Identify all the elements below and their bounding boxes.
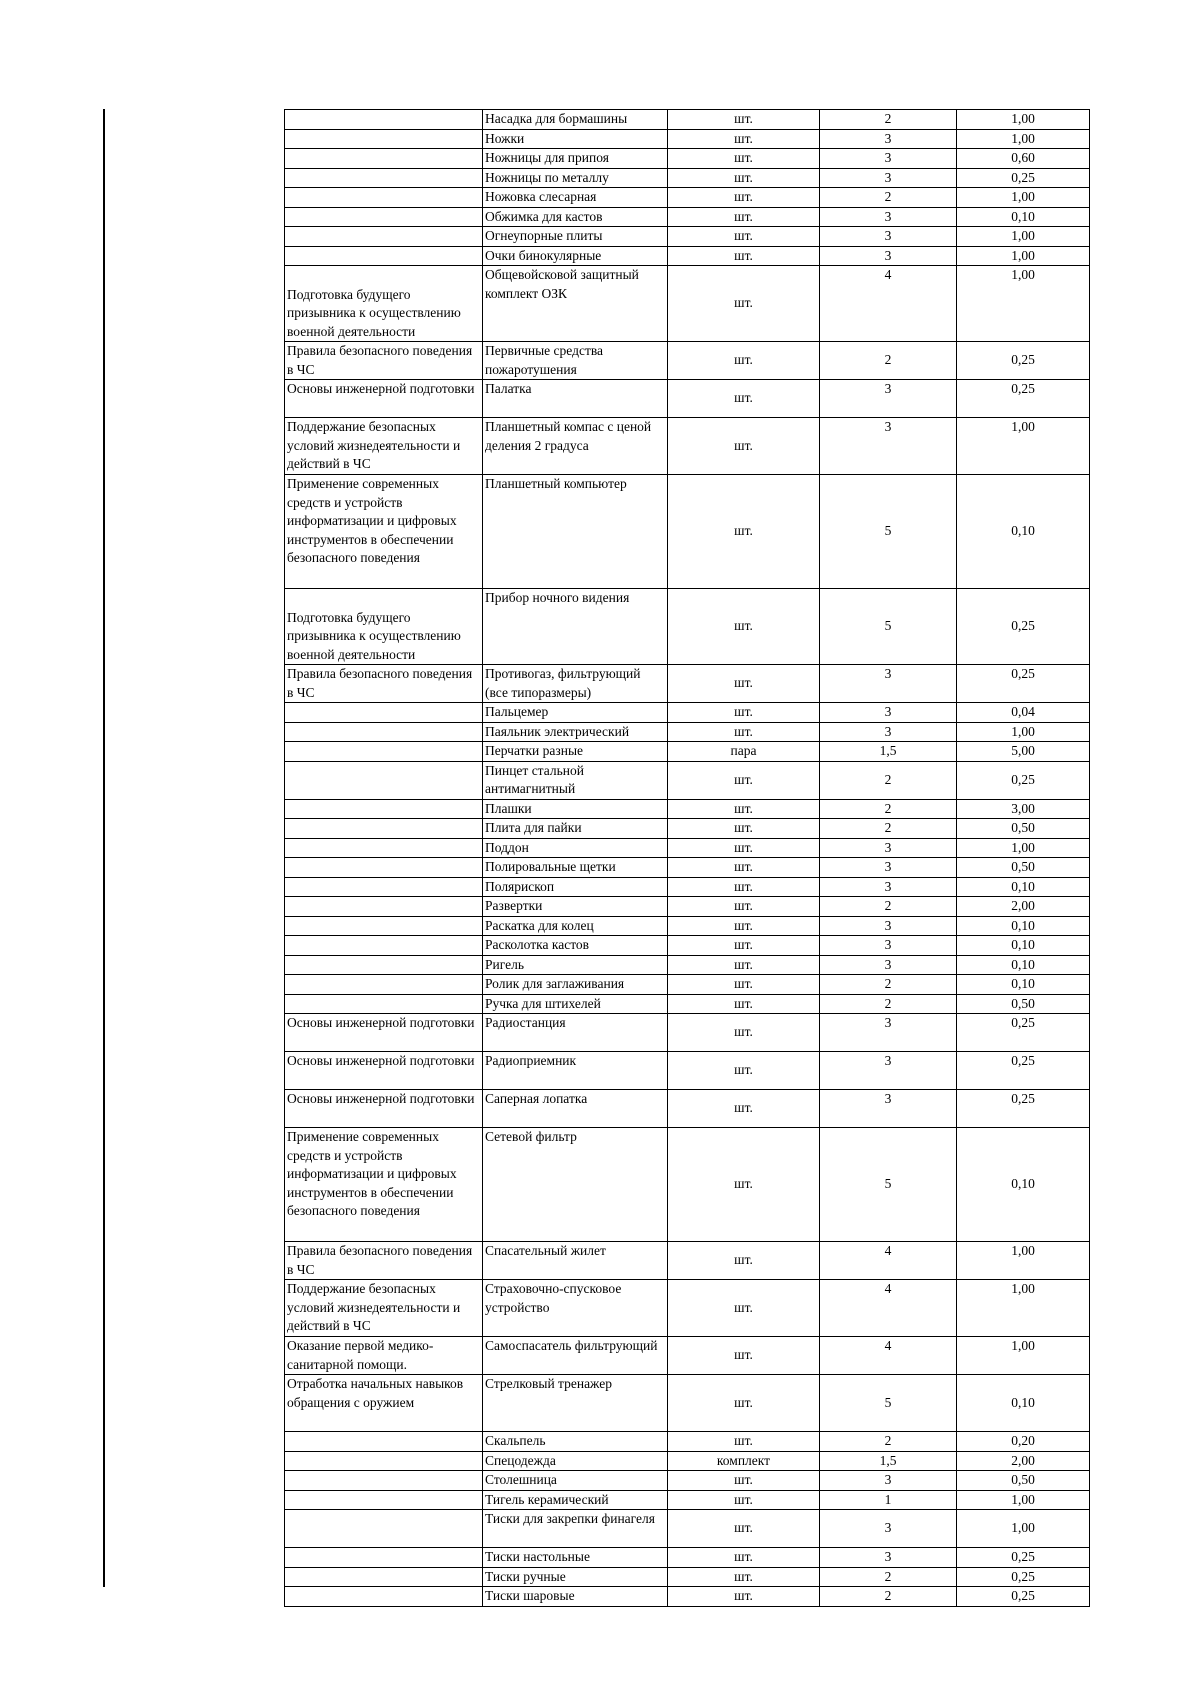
row-section-cell: Отработка начальных навыков обращения с оружием [285,1375,483,1432]
row-coefficient-cell: 0,50 [957,1471,1090,1491]
row-coefficient-cell: 1,00 [957,722,1090,742]
row-unit-cell: шт. [668,110,820,130]
row-section-cell: Основы инженерной подготовки [285,1014,483,1052]
table-row [285,1548,1090,1568]
row-coefficient-cell: 1,00 [957,418,1090,475]
table-row [285,1471,1090,1491]
table-row [285,188,1090,208]
row-quantity-cell: 1,5 [820,742,957,762]
row-quantity-cell: 2 [820,897,957,917]
row-unit-cell: шт. [668,1242,820,1280]
table-row [285,1490,1090,1510]
row-quantity-cell: 3 [820,858,957,878]
row-coefficient-cell: 0,50 [957,994,1090,1014]
row-quantity-cell: 5 [820,475,957,589]
row-unit-cell: шт. [668,207,820,227]
row-section-cell [285,1490,483,1510]
table-row [285,1242,1090,1280]
row-unit-cell: шт. [668,168,820,188]
row-item-name-cell: Спасательный жилет [483,1242,668,1280]
row-unit-cell: шт. [668,1548,820,1568]
row-section-cell [285,858,483,878]
row-item-name-cell: Тигель керамический [483,1490,668,1510]
row-section-cell [285,975,483,995]
row-coefficient-cell: 1,00 [957,266,1090,342]
row-item-name-cell: Пальцемер [483,703,668,723]
row-quantity-cell: 4 [820,1242,957,1280]
row-section-cell: Основы инженерной подготовки [285,380,483,418]
row-coefficient-cell: 1,00 [957,188,1090,208]
row-quantity-cell: 2 [820,761,957,799]
row-item-name-cell: Тиски шаровые [483,1587,668,1607]
row-section-cell [285,110,483,130]
table-row [285,589,1090,665]
row-item-name-cell: Планшетный компьютер [483,475,668,589]
table-row [285,1090,1090,1128]
row-coefficient-cell: 1,00 [957,1337,1090,1375]
row-quantity-cell: 2 [820,1432,957,1452]
row-quantity-cell: 3 [820,955,957,975]
row-unit-cell: шт. [668,1337,820,1375]
row-item-name-cell: Пинцет стальной антимагнитный [483,761,668,799]
row-section-cell [285,1510,483,1548]
row-item-name-cell: Скальпель [483,1432,668,1452]
table-row [285,246,1090,266]
row-coefficient-cell: 0,10 [957,936,1090,956]
table-row [285,1280,1090,1337]
row-quantity-cell: 3 [820,703,957,723]
row-item-name-cell: Ролик для заглаживания [483,975,668,995]
table-row [285,266,1090,342]
row-unit-cell: шт. [668,266,820,342]
table-row [285,761,1090,799]
table-row [285,1587,1090,1607]
table-row [285,665,1090,703]
table-row [285,936,1090,956]
row-quantity-cell: 3 [820,1090,957,1128]
row-unit-cell: шт. [668,475,820,589]
row-item-name-cell: Ригель [483,955,668,975]
row-section-cell [285,936,483,956]
row-item-name-cell: Противогаз, фильтрующий (все типоразмеры) [483,665,668,703]
row-item-name-cell: Радиоприемник [483,1052,668,1090]
table-row [285,1337,1090,1375]
table-row [285,207,1090,227]
table-row [285,819,1090,839]
row-item-name-cell: Перчатки разные [483,742,668,762]
table-row [285,110,1090,130]
row-coefficient-cell: 2,00 [957,897,1090,917]
row-item-name-cell: Радиостанция [483,1014,668,1052]
table-row [285,799,1090,819]
row-item-name-cell: Поддон [483,838,668,858]
row-coefficient-cell: 1,00 [957,1242,1090,1280]
row-unit-cell: шт. [668,418,820,475]
row-section-cell [285,761,483,799]
row-coefficient-cell: 1,00 [957,110,1090,130]
table-row [285,168,1090,188]
table-row [285,342,1090,380]
row-coefficient-cell: 0,50 [957,819,1090,839]
row-section-cell [285,1567,483,1587]
row-coefficient-cell: 0,25 [957,1014,1090,1052]
row-unit-cell: шт. [668,799,820,819]
row-item-name-cell: Страховочно-спусковое устройство [483,1280,668,1337]
row-coefficient-cell: 0,10 [957,475,1090,589]
table-row [285,858,1090,878]
row-section-cell: Применение современных средств и устройств информатизации и цифровых инструментов в обеспечении безопасного поведения [285,475,483,589]
row-coefficient-cell: 0,10 [957,975,1090,995]
row-coefficient-cell: 2,00 [957,1451,1090,1471]
row-quantity-cell: 2 [820,799,957,819]
table-row [285,1432,1090,1452]
row-section-cell [285,877,483,897]
row-unit-cell: шт. [668,1052,820,1090]
row-coefficient-cell: 0,10 [957,1375,1090,1432]
row-quantity-cell: 3 [820,1052,957,1090]
row-item-name-cell: Очки бинокулярные [483,246,668,266]
row-quantity-cell: 3 [820,418,957,475]
row-section-cell: Применение современных средств и устройств информатизации и цифровых инструментов в обеспечении безопасного поведения [285,1128,483,1242]
row-unit-cell: шт. [668,1014,820,1052]
row-section-cell [285,129,483,149]
row-section-cell [285,838,483,858]
row-item-name-cell: Расколотка кастов [483,936,668,956]
row-item-name-cell: Ножницы по металлу [483,168,668,188]
row-quantity-cell: 3 [820,1548,957,1568]
row-section-cell [285,168,483,188]
row-coefficient-cell: 0,25 [957,168,1090,188]
row-unit-cell: шт. [668,1490,820,1510]
row-quantity-cell: 2 [820,188,957,208]
row-unit-cell: пара [668,742,820,762]
row-coefficient-cell: 0,25 [957,1090,1090,1128]
row-coefficient-cell: 1,00 [957,1510,1090,1548]
row-coefficient-cell: 1,00 [957,1280,1090,1337]
row-unit-cell: шт. [668,916,820,936]
row-section-cell: Основы инженерной подготовки [285,1090,483,1128]
row-quantity-cell: 3 [820,1510,957,1548]
row-section-cell [285,703,483,723]
row-section-cell: Поддержание безопасных условий жизнедеятельности и действий в ЧС [285,1280,483,1337]
row-unit-cell: шт. [668,838,820,858]
row-quantity-cell: 4 [820,266,957,342]
row-item-name-cell: Палатка [483,380,668,418]
row-item-name-cell: Планшетный компас с ценой деления 2 градуса [483,418,668,475]
table-row [285,1510,1090,1548]
row-section-cell: Правила безопасного поведения в ЧС [285,665,483,703]
row-section-cell [285,799,483,819]
row-quantity-cell: 3 [820,380,957,418]
row-coefficient-cell: 0,20 [957,1432,1090,1452]
row-unit-cell: шт. [668,858,820,878]
row-unit-cell: шт. [668,975,820,995]
row-section-cell [285,994,483,1014]
row-section-cell [285,1548,483,1568]
row-coefficient-cell: 5,00 [957,742,1090,762]
row-section-cell [285,916,483,936]
row-unit-cell: шт. [668,994,820,1014]
row-unit-cell: шт. [668,877,820,897]
table-row [285,916,1090,936]
table-row [285,722,1090,742]
row-section-cell [285,955,483,975]
row-unit-cell: шт. [668,1587,820,1607]
row-item-name-cell: Стрелковый тренажер [483,1375,668,1432]
table-row [285,994,1090,1014]
row-unit-cell: шт. [668,1375,820,1432]
row-section-cell [285,207,483,227]
row-unit-cell: шт. [668,761,820,799]
row-item-name-cell: Ножовка слесарная [483,188,668,208]
row-section-cell [285,722,483,742]
row-coefficient-cell: 0,25 [957,761,1090,799]
row-unit-cell: шт. [668,1471,820,1491]
row-quantity-cell: 1 [820,1490,957,1510]
row-section-cell [285,1432,483,1452]
row-coefficient-cell: 0,25 [957,665,1090,703]
row-item-name-cell: Самоспасатель фильтрующий [483,1337,668,1375]
row-quantity-cell: 4 [820,1337,957,1375]
row-coefficient-cell: 0,25 [957,1567,1090,1587]
row-unit-cell: шт. [668,246,820,266]
table-row [285,1375,1090,1432]
row-quantity-cell: 1,5 [820,1451,957,1471]
row-unit-cell: шт. [668,936,820,956]
row-section-cell [285,227,483,247]
row-item-name-cell: Тиски ручные [483,1567,668,1587]
row-item-name-cell: Первичные средства пожаротушения [483,342,668,380]
table-row [285,1451,1090,1471]
table-row [285,838,1090,858]
row-coefficient-cell: 3,00 [957,799,1090,819]
row-quantity-cell: 3 [820,168,957,188]
row-section-cell: Подготовка будущего призывника к осуществлению военной деятельности [285,266,483,342]
row-section-cell [285,742,483,762]
page-margin-line [103,109,105,1587]
table-row [285,129,1090,149]
equipment-table [284,109,1090,1607]
row-coefficient-cell: 0,25 [957,589,1090,665]
row-quantity-cell: 2 [820,975,957,995]
row-coefficient-cell: 0,25 [957,380,1090,418]
table-row [285,1052,1090,1090]
row-item-name-cell: Саперная лопатка [483,1090,668,1128]
row-unit-cell: шт. [668,129,820,149]
row-section-cell [285,1587,483,1607]
row-quantity-cell: 3 [820,665,957,703]
row-coefficient-cell: 0,10 [957,916,1090,936]
table-row [285,227,1090,247]
row-section-cell [285,819,483,839]
row-item-name-cell: Плашки [483,799,668,819]
row-coefficient-cell: 1,00 [957,227,1090,247]
row-coefficient-cell: 1,00 [957,838,1090,858]
row-section-cell [285,246,483,266]
table-row [285,1014,1090,1052]
row-unit-cell: шт. [668,819,820,839]
row-quantity-cell: 2 [820,994,957,1014]
row-item-name-cell: Паяльник электрический [483,722,668,742]
table-row [285,897,1090,917]
row-section-cell: Оказание первой медико-санитарной помощи. [285,1337,483,1375]
row-quantity-cell: 5 [820,1128,957,1242]
row-item-name-cell: Общевойсковой защитный комплект ОЗК [483,266,668,342]
row-quantity-cell: 5 [820,1375,957,1432]
row-quantity-cell: 4 [820,1280,957,1337]
table-row [285,1567,1090,1587]
table-row [285,975,1090,995]
table-row [285,418,1090,475]
row-item-name-cell: Развертки [483,897,668,917]
row-unit-cell: шт. [668,897,820,917]
row-unit-cell: шт. [668,1280,820,1337]
row-coefficient-cell: 1,00 [957,246,1090,266]
table-row [285,877,1090,897]
row-coefficient-cell: 1,00 [957,1490,1090,1510]
row-unit-cell: шт. [668,1128,820,1242]
row-quantity-cell: 3 [820,916,957,936]
row-quantity-cell: 5 [820,589,957,665]
row-coefficient-cell: 0,10 [957,207,1090,227]
row-unit-cell: шт. [668,149,820,169]
row-quantity-cell: 3 [820,877,957,897]
row-section-cell: Правила безопасного поведения в ЧС [285,342,483,380]
row-unit-cell: шт. [668,955,820,975]
row-section-cell: Поддержание безопасных условий жизнедеятельности и действий в ЧС [285,418,483,475]
table-row [285,955,1090,975]
row-unit-cell: шт. [668,1510,820,1548]
table-row [285,149,1090,169]
row-item-name-cell: Тиски для закрепки финагеля [483,1510,668,1548]
row-item-name-cell: Тиски настольные [483,1548,668,1568]
table-row [285,380,1090,418]
row-quantity-cell: 3 [820,838,957,858]
row-unit-cell: шт. [668,722,820,742]
row-item-name-cell: Полярископ [483,877,668,897]
row-coefficient-cell: 0,25 [957,1548,1090,1568]
row-quantity-cell: 2 [820,342,957,380]
row-quantity-cell: 3 [820,936,957,956]
row-coefficient-cell: 0,10 [957,877,1090,897]
row-quantity-cell: 3 [820,1014,957,1052]
row-coefficient-cell: 0,04 [957,703,1090,723]
row-quantity-cell: 2 [820,110,957,130]
table-row [285,742,1090,762]
row-item-name-cell: Раскатка для колец [483,916,668,936]
row-item-name-cell: Насадка для бормашины [483,110,668,130]
row-unit-cell: шт. [668,703,820,723]
row-quantity-cell: 3 [820,149,957,169]
row-unit-cell: шт. [668,380,820,418]
row-item-name-cell: Полировальные щетки [483,858,668,878]
row-item-name-cell: Ножницы для припоя [483,149,668,169]
row-item-name-cell: Обжимка для кастов [483,207,668,227]
row-quantity-cell: 3 [820,722,957,742]
row-section-cell: Правила безопасного поведения в ЧС [285,1242,483,1280]
row-unit-cell: шт. [668,1432,820,1452]
row-section-cell [285,188,483,208]
row-section-cell [285,1471,483,1491]
row-coefficient-cell: 0,60 [957,149,1090,169]
row-quantity-cell: 3 [820,227,957,247]
equipment-table-body [285,110,1090,1607]
row-coefficient-cell: 0,10 [957,955,1090,975]
row-section-cell [285,897,483,917]
row-unit-cell: шт. [668,1567,820,1587]
row-coefficient-cell: 0,25 [957,1587,1090,1607]
row-unit-cell: шт. [668,665,820,703]
row-coefficient-cell: 1,00 [957,129,1090,149]
row-quantity-cell: 3 [820,1471,957,1491]
row-item-name-cell: Столешница [483,1471,668,1491]
table-row [285,703,1090,723]
row-section-cell [285,149,483,169]
row-unit-cell: шт. [668,227,820,247]
row-item-name-cell: Прибор ночного видения [483,589,668,665]
row-unit-cell: комплект [668,1451,820,1471]
row-item-name-cell: Огнеупорные плиты [483,227,668,247]
row-item-name-cell: Сетевой фильтр [483,1128,668,1242]
row-coefficient-cell: 0,25 [957,1052,1090,1090]
row-section-cell [285,1451,483,1471]
row-item-name-cell: Плита для пайки [483,819,668,839]
row-coefficient-cell: 0,25 [957,342,1090,380]
table-row [285,1128,1090,1242]
row-unit-cell: шт. [668,1090,820,1128]
row-item-name-cell: Ножки [483,129,668,149]
row-item-name-cell: Спецодежда [483,1451,668,1471]
row-quantity-cell: 3 [820,207,957,227]
row-quantity-cell: 2 [820,1587,957,1607]
row-quantity-cell: 2 [820,819,957,839]
row-coefficient-cell: 0,10 [957,1128,1090,1242]
row-section-cell: Подготовка будущего призывника к осуществлению военной деятельности [285,589,483,665]
row-quantity-cell: 3 [820,129,957,149]
row-item-name-cell: Ручка для штихелей [483,994,668,1014]
row-section-cell: Основы инженерной подготовки [285,1052,483,1090]
table-row [285,475,1090,589]
row-quantity-cell: 3 [820,246,957,266]
row-quantity-cell: 2 [820,1567,957,1587]
row-coefficient-cell: 0,50 [957,858,1090,878]
row-unit-cell: шт. [668,342,820,380]
row-unit-cell: шт. [668,188,820,208]
row-unit-cell: шт. [668,589,820,665]
